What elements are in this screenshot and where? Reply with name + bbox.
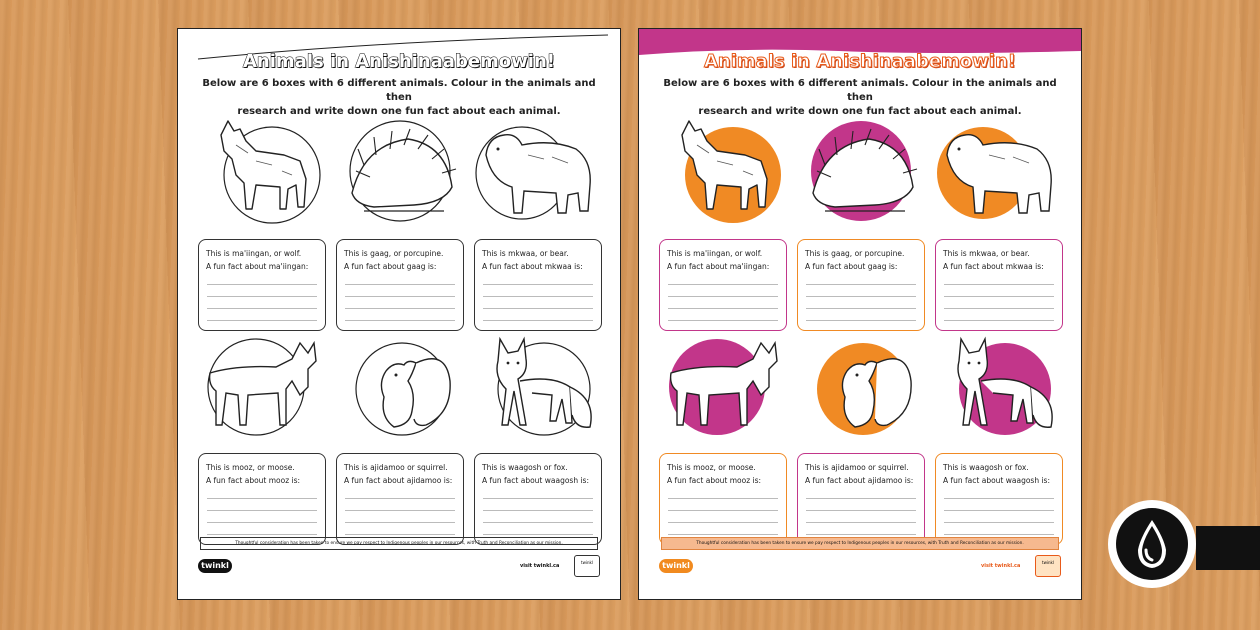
fact-box-prompt: A fun fact about ajidamoo is: bbox=[344, 476, 453, 485]
fact-box-prompt: A fun fact about ajidamoo is: bbox=[805, 476, 914, 485]
fact-box-porcupine[interactable] bbox=[797, 239, 925, 331]
porcupine-illustration bbox=[795, 115, 927, 227]
fact-box-moose[interactable] bbox=[659, 453, 787, 545]
wolf-illustration bbox=[657, 115, 789, 227]
fact-box-prompt: A fun fact about waagosh is: bbox=[482, 476, 589, 485]
fact-box-fox[interactable] bbox=[474, 453, 602, 545]
wolf-illustration bbox=[196, 115, 328, 227]
fact-box-title: This is gaag, or porcupine. bbox=[805, 249, 905, 258]
fox-illustration bbox=[472, 329, 604, 441]
twinkl-badge: twinkl bbox=[574, 555, 600, 577]
ink-badge-inner bbox=[1116, 508, 1188, 580]
intro-text bbox=[659, 77, 1061, 119]
fact-box-prompt: A fun fact about mkwaa is: bbox=[482, 262, 583, 271]
bear-illustration bbox=[472, 115, 604, 227]
visit-link[interactable]: visit twinkl.ca bbox=[520, 563, 560, 569]
fact-box-title: This is waagosh or fox. bbox=[482, 463, 568, 472]
fact-box-title: This is waagosh or fox. bbox=[943, 463, 1029, 472]
twinkl-badge: twinkl bbox=[1035, 555, 1061, 577]
fact-box-title: This is ajidamoo or squirrel. bbox=[344, 463, 448, 472]
twinkl-logo: twinkl bbox=[659, 559, 693, 573]
fact-box-title: This is mkwaa, or bear. bbox=[482, 249, 569, 258]
ink-drop-icon bbox=[1116, 508, 1188, 580]
squirrel-illustration bbox=[795, 329, 927, 441]
fact-box-wolf[interactable] bbox=[659, 239, 787, 331]
fact-box-title: This is mkwaa, or bear. bbox=[943, 249, 1030, 258]
fact-box-squirrel[interactable] bbox=[797, 453, 925, 545]
fact-box-wolf[interactable] bbox=[198, 239, 326, 331]
fact-box-prompt: A fun fact about ma'iingan: bbox=[667, 262, 770, 271]
fact-box-prompt: A fun fact about gaag is: bbox=[805, 262, 898, 271]
fact-box-title: This is mooz, or moose. bbox=[667, 463, 756, 472]
intro-line-2: research and write down one fun fact about each animal. bbox=[698, 106, 1022, 117]
fact-box-title: This is ma'iingan, or wolf. bbox=[667, 249, 763, 258]
fact-box-title: This is gaag, or porcupine. bbox=[344, 249, 444, 258]
worksheet-black-and-white bbox=[177, 28, 621, 600]
squirrel-illustration bbox=[334, 329, 466, 441]
fact-box-squirrel[interactable] bbox=[336, 453, 464, 545]
fact-box-title: This is ajidamoo or squirrel. bbox=[805, 463, 909, 472]
fact-box-bear[interactable] bbox=[474, 239, 602, 331]
visit-link[interactable]: visit twinkl.ca bbox=[981, 563, 1021, 569]
intro-text bbox=[198, 77, 600, 119]
twinkl-logo: twinkl bbox=[198, 559, 232, 573]
fact-box-prompt: A fun fact about mooz is: bbox=[667, 476, 762, 485]
fact-box-prompt: A fun fact about mooz is: bbox=[206, 476, 301, 485]
fact-box-title: This is mooz, or moose. bbox=[206, 463, 295, 472]
bear-illustration bbox=[933, 115, 1065, 227]
ink-saver-badge[interactable] bbox=[1108, 500, 1196, 588]
intro-line-2: research and write down one fun fact about each animal. bbox=[237, 106, 561, 117]
fact-box-prompt: A fun fact about gaag is: bbox=[344, 262, 437, 271]
page-title: Animals in Anishinaabemowin! bbox=[704, 51, 1016, 72]
intro-line-1: Below are 6 boxes with 6 different animals. Colour in the animals and then bbox=[202, 78, 596, 103]
footer-note: Thoughtful consideration has been taken to ensure we pay respect to Indigenous peoples in our resources, with Truth and Reconciliation as our mission. bbox=[200, 537, 598, 550]
fact-box-moose[interactable] bbox=[198, 453, 326, 545]
ink-tab bbox=[1196, 526, 1260, 570]
footer-note: Thoughtful consideration has been taken to ensure we pay respect to Indigenous peoples in our resources, with Truth and Reconciliation as our mission. bbox=[661, 537, 1059, 550]
porcupine-illustration bbox=[334, 115, 466, 227]
moose-illustration bbox=[657, 329, 789, 441]
fox-illustration bbox=[933, 329, 1065, 441]
worksheet-colour bbox=[638, 28, 1082, 600]
fact-box-prompt: A fun fact about mkwaa is: bbox=[943, 262, 1044, 271]
moose-illustration bbox=[196, 329, 328, 441]
fact-box-title: This is ma'iingan, or wolf. bbox=[206, 249, 302, 258]
intro-line-1: Below are 6 boxes with 6 different animals. Colour in the animals and then bbox=[663, 78, 1057, 103]
fact-box-porcupine[interactable] bbox=[336, 239, 464, 331]
fact-box-prompt: A fun fact about ma'iingan: bbox=[206, 262, 309, 271]
fact-box-prompt: A fun fact about waagosh is: bbox=[943, 476, 1050, 485]
page-title: Animals in Anishinaabemowin! bbox=[243, 51, 555, 72]
fact-box-fox[interactable] bbox=[935, 453, 1063, 545]
fact-box-bear[interactable] bbox=[935, 239, 1063, 331]
